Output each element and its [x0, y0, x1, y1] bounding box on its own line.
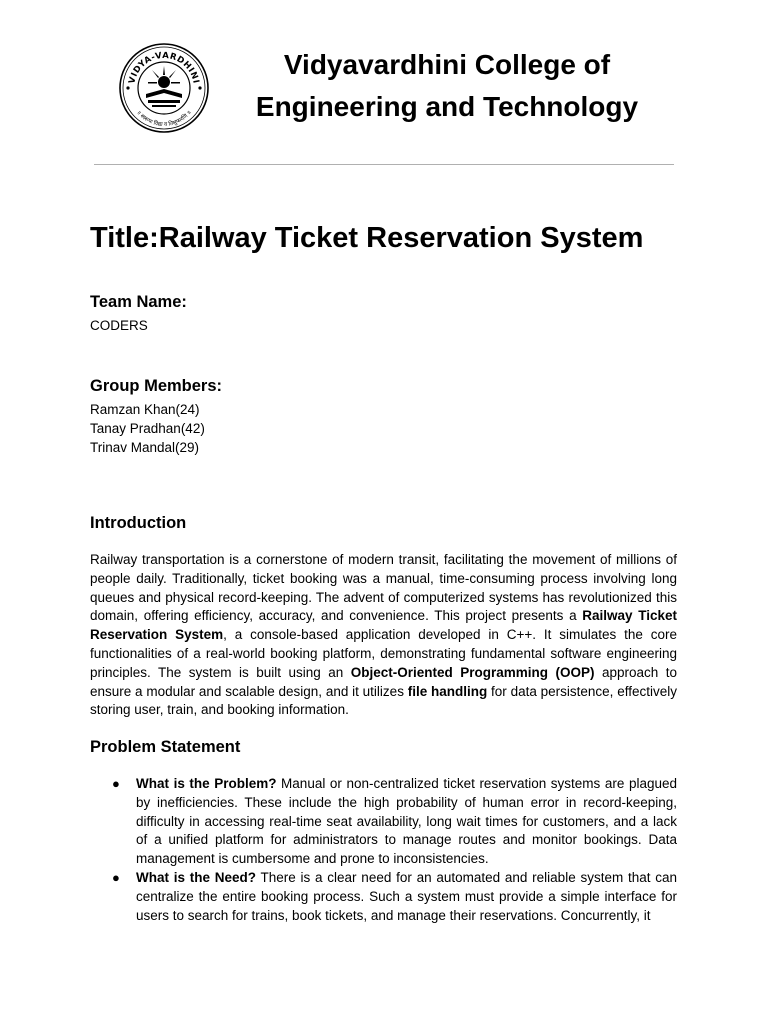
problem-bullet-item — [90, 775, 677, 869]
group-member: Tanay Pradhan(42) — [90, 421, 205, 436]
problem-bullet-item — [90, 869, 677, 925]
intro-bold-term: file handling — [407, 683, 488, 699]
college-name-line1: Vidyavardhini College of — [283, 49, 611, 80]
bullet-label: What is the Need? — [136, 869, 257, 885]
introduction-paragraph — [90, 551, 677, 720]
bullet-dot-icon: ● — [112, 776, 120, 791]
bullet-text: Manual or non-centralized ticket reservation systems are plagued by inefficiencies. These include the high probability of human error in record-keeping, difficulty in accessing real-time seat availability, long wait times for customers, and a lack of a unified platform for administrators to manage routes and monitor bookings. Data management is cumbersome and prone to inconsistencies. — [136, 776, 677, 867]
bullet-label: What is the Problem? — [136, 776, 277, 791]
intro-text: Railway transportation is a cornerstone of modern transit, facilitating the movement of millions of people daily. Traditionally, ticket booking was a manual, time-consuming process involving long queues and physical record-keeping. The advent of computerized systems has revolutionized this domain, offering efficiency, accuracy, and convenience. This project presents a — [90, 552, 677, 624]
bullet-text: There is a clear need for an automated and reliable system that can centralize the entire booking process. Such a system must provide a simple interface for users to search for trains, book tickets, and manage their reservations. Concurrently, it — [136, 869, 677, 923]
college-name-line2: Engineering and Technology — [255, 91, 639, 122]
problem-statement-heading: Problem Statement — [90, 738, 241, 756]
intro-bold-term: Object-Oriented Programming (OOP) — [350, 664, 595, 680]
college-name — [232, 44, 662, 128]
group-members-heading: Group Members: — [90, 377, 223, 395]
svg-text:॥ स्वरूपः विद्या व तिसुप्सरणि — [135, 110, 193, 128]
document-title: Title:Railway Ticket Reservation System — [90, 222, 644, 254]
bullet-dot-icon: ● — [112, 869, 120, 885]
logo-motto: ॥ स्वरूपः विद्या व तिसुप्सरणि ॥ — [135, 109, 193, 129]
problem-bullet-list — [90, 775, 677, 925]
intro-bold-term: Railway Ticket Reservation System — [90, 608, 677, 643]
introduction-heading: Introduction — [90, 514, 187, 532]
logo-ring-text: VIDYA-VARDHINI — [127, 50, 201, 85]
intro-text: , a console-based application developed in C++. It simulates the core functionalities of a real-world booking platform, demonstrating fundamental software engineering principles. The system is built using an — [90, 627, 677, 680]
intro-text: approach to ensure a modular and scalable design, and it utilizes — [90, 664, 678, 699]
header-divider — [94, 164, 674, 165]
group-member: Trinav Mandal(29) — [90, 440, 200, 455]
team-name-value: CODERS — [90, 318, 148, 333]
team-name-heading: Team Name: — [90, 293, 187, 311]
intro-text: for data persistence, effectively storing user, train, and booking information. — [90, 683, 677, 718]
college-logo — [118, 42, 210, 134]
group-member: Ramzan Khan(24) — [90, 402, 200, 417]
